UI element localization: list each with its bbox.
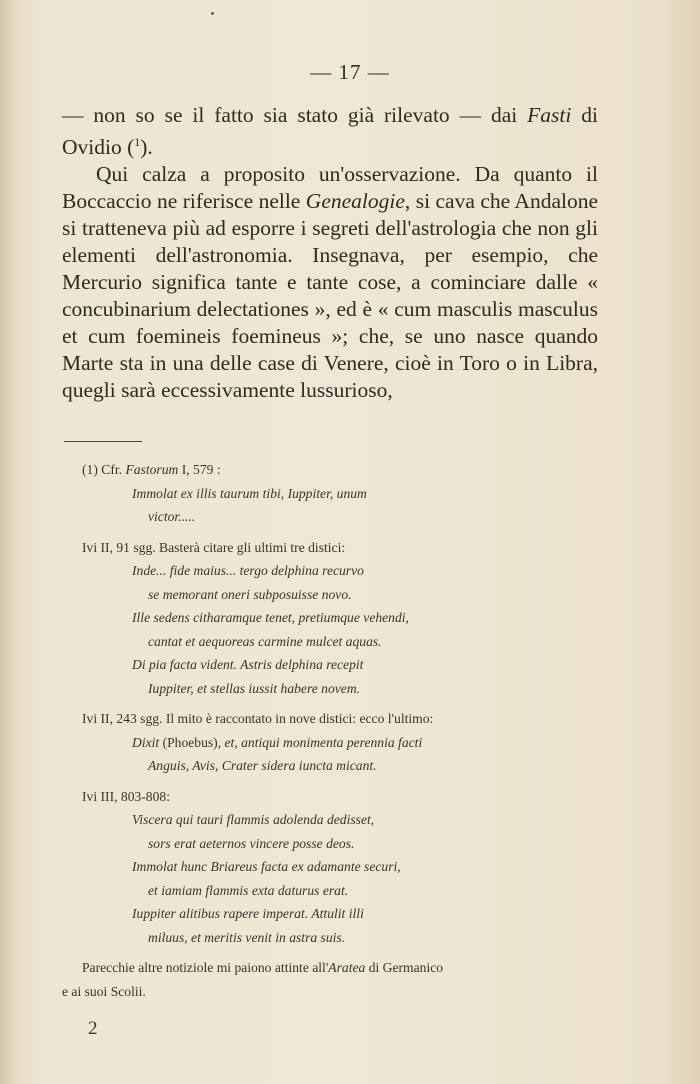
quote-text: Di pia facta vident. Astris delphina recepit [132,657,364,672]
paragraph-1 [62,102,598,161]
quote-line [62,505,602,529]
quote-text: et iamiam flammis exta daturus erat. [148,882,349,898]
text-run: Ivi [82,788,98,804]
quote-text: sors erat aeternos vincere posse deos. [148,835,355,851]
text-run: Parecchie altre notiziole mi paiono attinte all' [82,960,329,975]
text-run: III, 803-808: [100,788,170,804]
quote-line [62,653,602,677]
quote-line [62,902,602,926]
quote-text: Anguis, Avis, Crater sidera iuncta micant. [148,758,377,773]
quote-text: victor..... [148,509,196,524]
footnotes [62,458,602,1003]
text-run: I, 579 : [181,462,221,477]
quote-line [62,606,602,630]
quote-text: Inde... fide maius... tergo delphina recurvo [132,563,364,578]
paragraph-2 [62,161,598,404]
quote-text: Immolat ex illis taurum tibi, Iuppiter, unum [132,485,367,501]
quote-text: miluus, et meritis venit in astra suis. [148,929,346,945]
quote-text: Iuppiter, et stellas iussit habere novem. [148,680,361,696]
page-number: — 17 — [310,60,390,84]
quote-text: Immolat hunc Briareus facta ex adamante securi, [132,859,401,874]
text-run: Ivi [82,711,98,726]
italic-title: Fasti [527,103,572,127]
quote-line [62,832,602,856]
quote-line [62,808,602,832]
quote-text: Viscera qui tauri flammis adolenda dedisset, [132,812,375,827]
quote-text: Dixit [132,734,160,750]
text-run: , si cava che Andalone si tratteneva più ad esporre i segreti dell'astrologia che non gli elementi dell'astronomia. Insegnava, per esempio, che Mercurio significa tante e tante cose, a cominciare dalle « concubinarium delectationes », ed è « cum masculis masculus et cum foemineis foemineus »; che, se uno nasce quando Marte sta in una delle case di Venere, cioè in Toro o in Libra, quegli sarà eccessivamente lussurioso, [62,189,598,403]
quote-text: cantat et aequoreas carmine mulcet aquas. [148,633,382,649]
quote-line [62,754,602,778]
text-run: Qui calza a proposito un'osservazione. Da quanto il Boccaccio ne riferisce nelle [62,162,598,214]
text-run: — non so se il fatto sia stato già rilevato — dai [62,103,528,127]
footnote-divider [64,441,142,442]
italic-title: Aratea [328,960,366,975]
main-text [62,102,598,404]
text-run: Ivi [82,539,98,555]
quote-line [62,731,602,755]
quote-line [62,926,602,950]
footnote-line [62,536,602,560]
quote-line [62,855,602,879]
quote-line [62,677,602,701]
quote-line [62,879,602,903]
italic-title: Genealogie [305,189,405,214]
text-run: di Germanico [365,960,444,975]
footnote-line [62,980,602,1004]
quote-text: se memorant oneri subposuisse novo. [148,586,352,602]
footnote-line [62,956,602,980]
footnote-line [62,785,602,809]
quote-line [62,559,602,583]
binding-shadow [0,0,14,1084]
italic-title: Fastorum [125,462,179,477]
quote-text: Iuppiter alitibus rapere imperat. Attulit illi [132,906,364,921]
text-run: ). [140,135,153,160]
quote-line [62,583,602,607]
footnote-line [62,707,602,731]
text-run: Cfr. [101,462,123,477]
text-run: (Phoebus), [159,734,225,750]
ink-speck [211,12,214,15]
footnote-ref: 1 [134,135,141,149]
text-run: II, 243 sgg. Il mito è raccontato in nove distici: ecco l'ultimo: [100,711,434,726]
footnote-marker: (1) [82,462,98,477]
text-run: e ai suoi Scolii. [62,983,146,999]
quote-line [62,482,602,506]
footnote-line [62,458,602,482]
quote-text: et, antiqui monimenta perennia facti [224,734,423,750]
quote-line [62,630,602,654]
text-run: di Ovidio ( [62,103,598,160]
quote-text: Ille sedens citharamque tenet, pretiumque vehendi, [132,610,409,625]
signature-mark: 2 [88,1018,98,1039]
text-run: II, 91 sgg. Basterà citare gli ultimi tre distici: [100,539,346,555]
